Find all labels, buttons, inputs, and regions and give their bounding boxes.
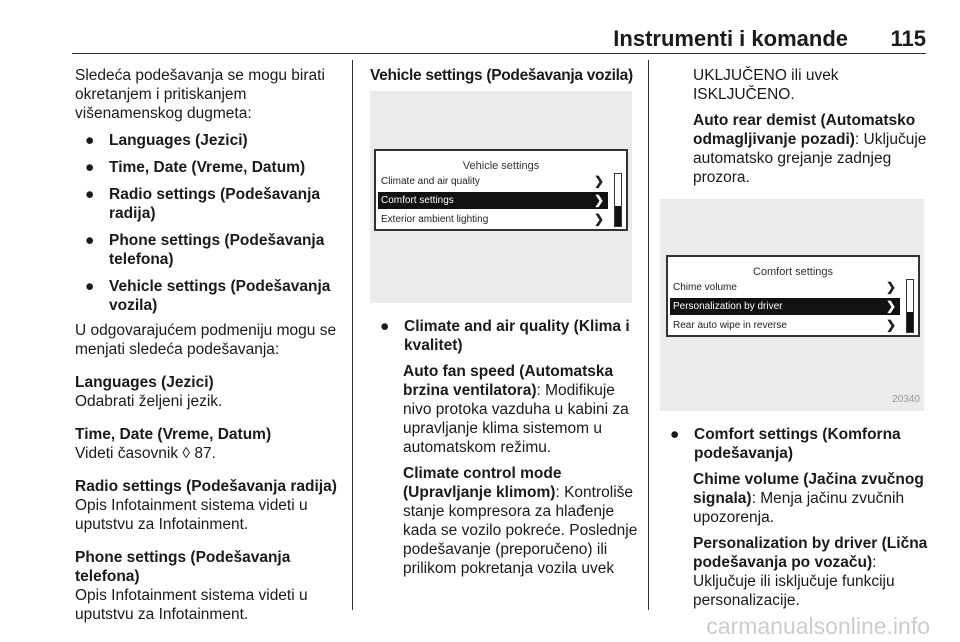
- page-header: [0, 0, 960, 56]
- chevron-right-icon: ❯: [593, 174, 604, 188]
- continued-text: UKLJUČENO ili uvek ISKLJUČENO.: [693, 67, 839, 103]
- section-heading: Languages (Jezici): [75, 374, 214, 391]
- chapter-title: Instrumenti i komande: [613, 26, 848, 51]
- section-heading: Radio settings (Podešavanja radija): [75, 478, 337, 495]
- chevron-right-icon: ❯: [885, 280, 896, 294]
- section-heading: Vehicle settings (Podešavanja vozila): [370, 67, 633, 84]
- bullet-item: ● Phone settings (Podešavanja telefona): [85, 232, 325, 268]
- bullet-item: ● Languages (Jezici): [85, 132, 248, 149]
- bullet-dot-icon: ●: [85, 186, 95, 203]
- chevron-right-icon: ❯: [885, 299, 896, 313]
- scrollbar: [614, 173, 622, 227]
- vehicle-settings-screen: [374, 149, 628, 231]
- submenu-intro: U odgovarajućem podmeniju mogu se menjati sledeća podešavanja:: [75, 322, 337, 358]
- chevron-right-icon: ❯: [885, 318, 896, 332]
- vehicle-settings-figure: [370, 91, 632, 303]
- setting-item: Personalization by driver (Lična podešavanja po vozaču): Uključuje ili isključuje funkciju personalizacije.: [693, 535, 928, 609]
- comfort-settings-figure: [660, 199, 924, 411]
- column-1: [75, 66, 345, 624]
- bullet-item: ● Vehicle settings (Podešavanja vozila): [85, 278, 331, 314]
- menu-row-selected: Comfort settings ❯: [378, 192, 608, 209]
- bullet-item: ● Radio settings (Podešavanja radija): [85, 186, 321, 222]
- scrollbar: [906, 279, 914, 333]
- header-rule: [72, 53, 926, 54]
- section-body: Videti časovnik ◊ 87.: [75, 445, 216, 462]
- chevron-right-icon: ❯: [593, 212, 604, 226]
- column-3: [660, 66, 930, 610]
- bullet-item: ● Comfort settings (Komforna podešavanja): [670, 426, 901, 462]
- intro-text: Sledeća podešavanja se mogu birati okretanjem i pritiskanjem višenamenskog dugmeta:: [75, 67, 325, 122]
- bullet-item: ● Climate and air quality (Klima i kvalitet): [380, 318, 630, 354]
- comfort-settings-screen: [666, 255, 920, 337]
- figure-number: 20340: [892, 394, 920, 405]
- setting-item: Chime volume (Jačina zvučnog signala): Menja jačinu zvučnih upozorenja.: [693, 471, 924, 526]
- section-body: Opis Infotainment sistema videti u uputstvu za Infotainment.: [75, 497, 308, 533]
- chevron-right-icon: ❯: [593, 193, 604, 207]
- bullet-dot-icon: ●: [85, 278, 95, 295]
- column-divider-1: [352, 60, 353, 610]
- bullet-dot-icon: ●: [670, 426, 680, 443]
- bullet-dot-icon: ●: [85, 159, 95, 176]
- bullet-dot-icon: ●: [85, 132, 95, 149]
- menu-row: Exterior ambient lighting ❯: [381, 212, 604, 226]
- column-divider-2: [648, 60, 649, 610]
- menu-row: Chime volume ❯: [673, 280, 896, 294]
- menu-row: Rear auto wipe in reverse ❯: [673, 318, 896, 332]
- screen-title: Vehicle settings: [462, 160, 540, 172]
- bullet-dot-icon: ●: [380, 318, 390, 335]
- page-number: 115: [890, 26, 926, 51]
- menu-row-selected: Personalization by driver ❯: [670, 298, 900, 315]
- scroll-thumb: [615, 206, 621, 226]
- setting-item: Auto rear demist (Automatsko odmagljivanje pozadi): Uključuje automatsko grejanje zadnjeg prozora.: [693, 112, 927, 186]
- menu-row: Climate and air quality ❯: [381, 174, 604, 188]
- setting-item: Climate control mode (Upravljanje klimom): Kontroliše stanje kompresora za hlađenje kada se vozilo pokreće. Poslednje podešavanje (preporučeno) ili prilikom pokretanja vozila uvek: [403, 465, 638, 577]
- section-heading: Phone settings (Podešavanja telefona): [75, 549, 291, 585]
- setting-item: Auto fan speed (Automatska brzina ventilatora): Modifikuje nivo protoka vazduha u kabini za upravljanje klima sistemom u automatskom režimu.: [403, 363, 629, 456]
- scroll-thumb: [907, 312, 913, 332]
- section-body: Odabrati željeni jezik.: [75, 393, 223, 410]
- bullet-dot-icon: ●: [85, 232, 95, 249]
- section-body: Opis Infotainment sistema videti u uputstvu za Infotainment.: [75, 587, 308, 623]
- column-2: [370, 66, 638, 578]
- screen-title: Comfort settings: [752, 266, 834, 278]
- section-heading: Time, Date (Vreme, Datum): [75, 426, 272, 443]
- bullet-item: ● Time, Date (Vreme, Datum): [85, 159, 306, 176]
- watermark: carmanualsonline.info: [706, 613, 930, 639]
